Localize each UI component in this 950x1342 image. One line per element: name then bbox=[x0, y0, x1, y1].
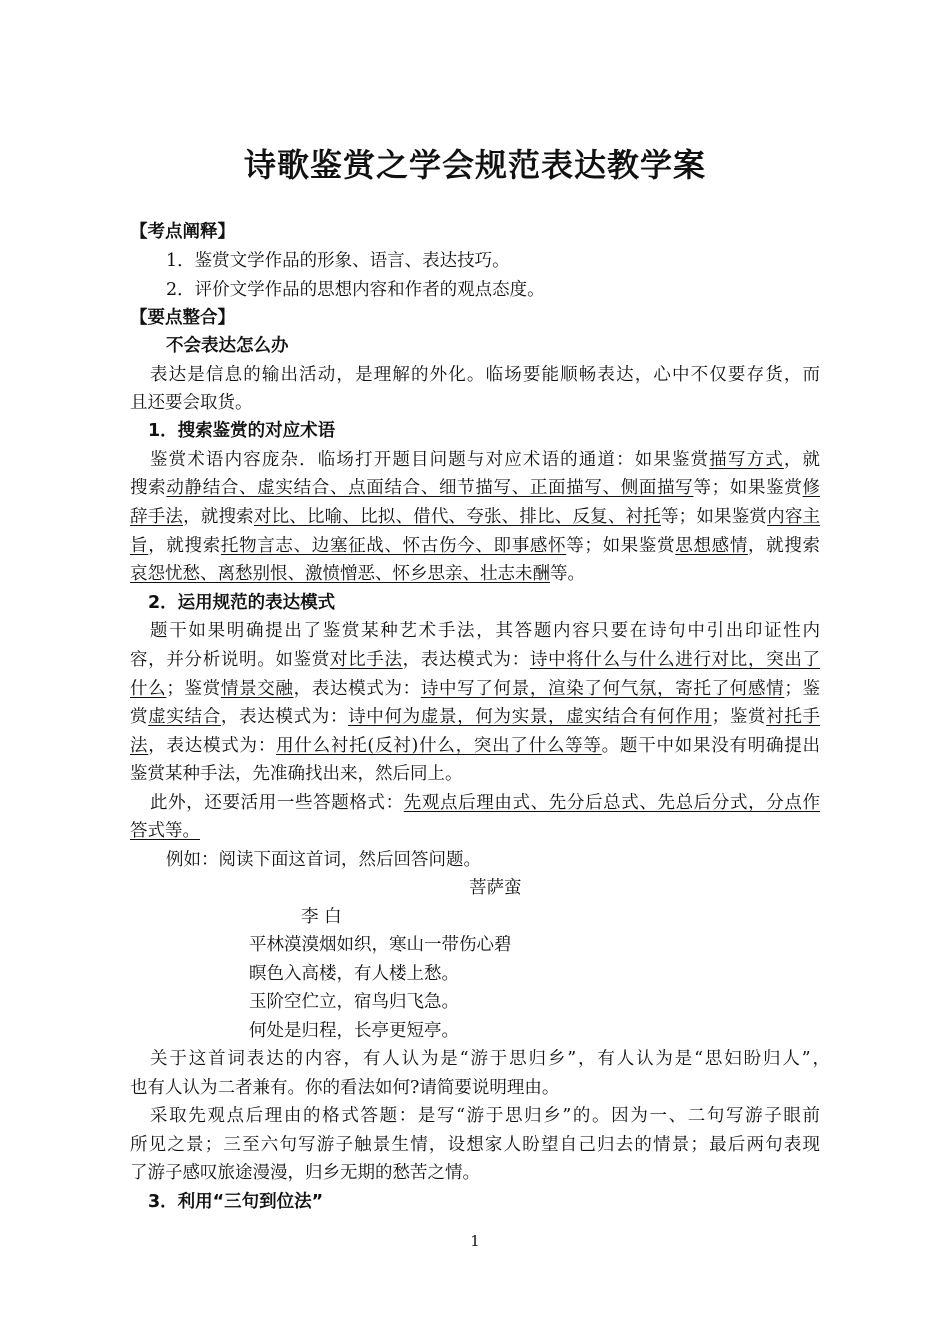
paragraph-line: 赏虚实结合，表达模式为：诗中何为虚景，何为实景，虚实结合有何作用；鉴赏衬托手 bbox=[130, 707, 821, 727]
poem-line: 何处是归程，长亭更短亭。 bbox=[249, 1021, 459, 1041]
section-heading-3: 3．利用“三句到位法” bbox=[148, 1192, 324, 1212]
paragraph-line: 了游子感叹旅途漫漫，归乡无期的愁苦之情。 bbox=[130, 1163, 480, 1183]
page-title: 诗歌鉴赏之学会规范表达教学案 bbox=[243, 146, 706, 184]
paragraph-line: 辞手法，就搜索对比、比喻、比拟、借代、夸张、排比、反复、衬托等；如果鉴赏内容主 bbox=[130, 507, 821, 527]
section-heading-kaodian: 【考点阐释】 bbox=[130, 222, 235, 242]
paragraph-line: 采取先观点后理由的格式答题：是写“游于思归乡”的。因为一、二句写游子眼前 bbox=[150, 1106, 820, 1126]
paragraph-line: 法，表达模式为：用什么衬托(反衬)什么，突出了什么等等。题干中如果没有明确提出 bbox=[130, 736, 821, 756]
paragraph-line: 鉴赏某种手法，先准确找出来，然后同上。 bbox=[130, 764, 463, 784]
paragraph-line: 表达是信息的输出活动，是理解的外化。临场要能顺畅表达，心中不仅要存货，而 bbox=[150, 365, 820, 385]
poem-line: 暝色入高楼，有人楼上愁。 bbox=[249, 964, 459, 984]
page-number: 1 bbox=[470, 1232, 480, 1250]
paragraph-line: 所见之景；三至六句写游子触景生情，设想家人盼望自己归去的情景；最后两句表现 bbox=[130, 1135, 820, 1155]
kaodian-item-2: 2．评价文学作品的思想内容和作者的观点态度。 bbox=[166, 280, 545, 300]
paragraph-line: 也有人认为二者兼有。你的看法如何?请简要说明理由。 bbox=[130, 1078, 560, 1098]
paragraph-line: 容，并分析说明。如鉴赏对比手法，表达模式为：诗中将什么与什么进行对比，突出了 bbox=[130, 650, 821, 670]
section-heading-1: 1．搜索鉴赏的对应术语 bbox=[148, 421, 336, 441]
section-heading-yaodian: 【要点整合】 bbox=[130, 308, 235, 328]
paragraph-line: 关于这首词表达的内容，有人认为是“游于思归乡”，有人认为是“思妇盼归人”， bbox=[150, 1049, 830, 1069]
paragraph-line: 鉴赏术语内容庞杂．临场打开题目问题与对应术语的通道：如果鉴赏描写方式，就 bbox=[150, 450, 821, 470]
subheading: 不会表达怎么办 bbox=[166, 336, 289, 356]
example-intro: 例如：阅读下面这首词，然后回答问题。 bbox=[166, 850, 481, 870]
paragraph-line: 搜索动静结合、虚实结合、点面结合、细节描写、正面描写、侧面描写等；如果鉴赏修 bbox=[130, 478, 821, 498]
paragraph-line: 题干如果明确提出了鉴赏某种艺术手法，其答题内容只要在诗句中引出印证性内 bbox=[150, 621, 820, 641]
paragraph-line: 此外，还要活用一些答题格式：先观点后理由式、先分后总式、先总后分式，分点作 bbox=[150, 793, 820, 813]
kaodian-item-1: 1．鉴赏文学作品的形象、语言、表达技巧。 bbox=[166, 251, 510, 271]
poem-line: 平林漠漠烟如织，寒山一带伤心碧 bbox=[249, 935, 512, 955]
paragraph-line: 哀怨忧愁、离愁别恨、激愤憎恶、怀乡思亲、壮志未酬等。 bbox=[130, 564, 585, 584]
paragraph-line: 答式等。 bbox=[130, 821, 200, 841]
poem-author: 李 白 bbox=[301, 907, 342, 927]
section-heading-2: 2．运用规范的表达模式 bbox=[148, 593, 336, 613]
paragraph-line: 旨，就搜索托物言志、边塞征战、怀古伤今、即事感怀等；如果鉴赏思想感情，就搜索 bbox=[130, 536, 821, 556]
poem-title: 菩萨蛮 bbox=[469, 878, 522, 898]
paragraph-line: 且还要会取货。 bbox=[130, 393, 253, 413]
paragraph-line: 什么；鉴赏情景交融，表达模式为：诗中写了何景，渲染了何气氛，寄托了何感情；鉴 bbox=[130, 679, 821, 699]
poem-line: 玉阶空伫立，宿鸟归飞急。 bbox=[249, 992, 459, 1012]
